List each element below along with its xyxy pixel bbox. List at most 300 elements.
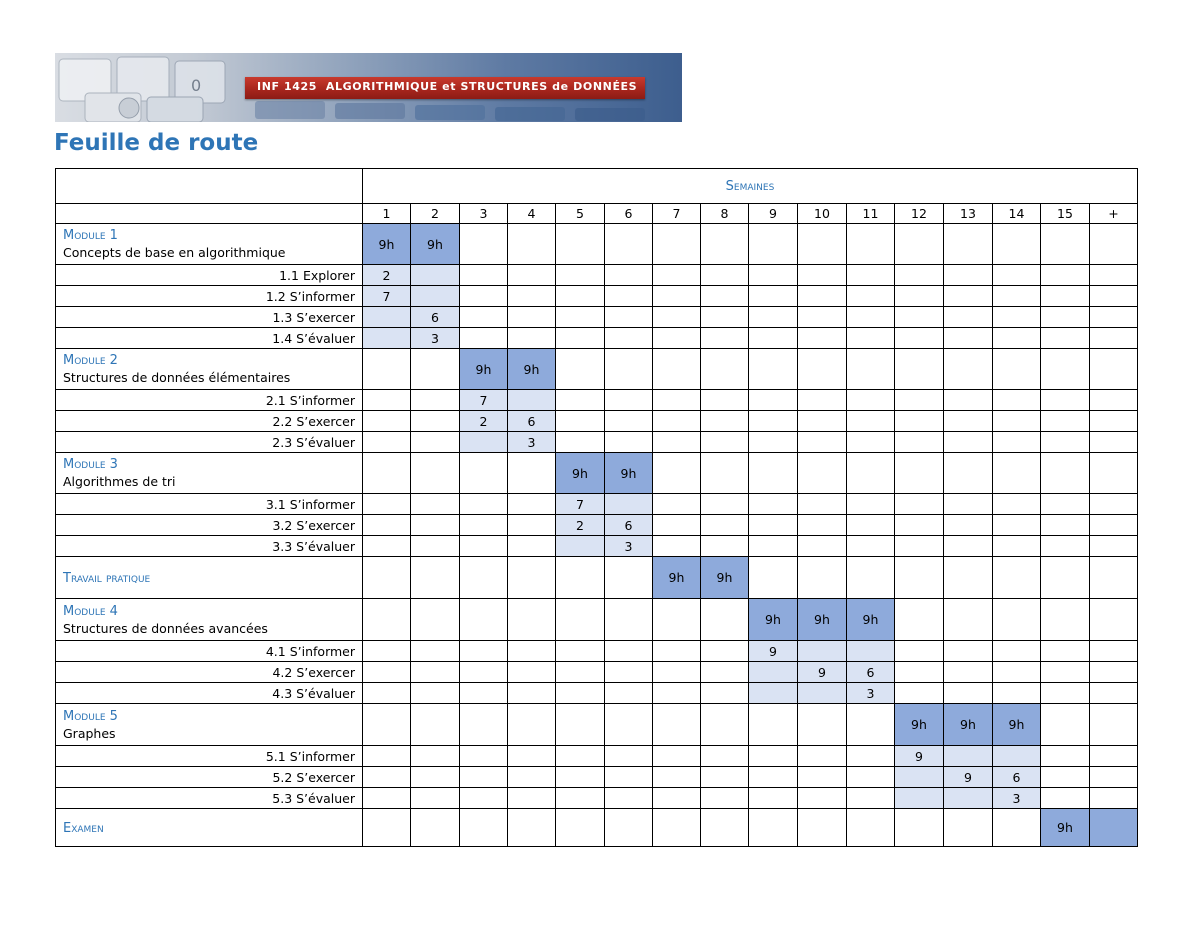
week-cell	[1041, 515, 1090, 536]
week-cell	[508, 746, 556, 767]
page-title: Feuille de route	[54, 130, 259, 156]
week-cell	[653, 788, 701, 809]
week-cell	[798, 432, 847, 453]
week-cell	[363, 494, 411, 515]
week-cell	[1090, 536, 1138, 557]
week-cell	[993, 349, 1041, 390]
roadmap-table	[55, 168, 1138, 847]
activity-hours-cell	[605, 494, 653, 515]
activity-hours-cell	[798, 683, 847, 704]
week-cell	[847, 307, 895, 328]
week-cell	[460, 224, 508, 265]
week-cell	[363, 536, 411, 557]
week-number: 8	[701, 204, 749, 224]
activity-row	[56, 788, 1138, 809]
week-cell	[798, 390, 847, 411]
activity-hours-cell: 6	[508, 411, 556, 432]
week-cell	[701, 515, 749, 536]
week-cell	[508, 307, 556, 328]
activity-label: 3.1 S’informer	[56, 494, 363, 515]
week-cell	[556, 683, 605, 704]
week-number: +	[1090, 204, 1138, 224]
week-cell	[944, 265, 993, 286]
module-hours-cell: 9h	[653, 557, 701, 599]
week-cell	[653, 704, 701, 746]
week-number: 9	[749, 204, 798, 224]
week-cell	[701, 809, 749, 847]
week-cell	[556, 599, 605, 641]
activity-hours-cell: 2	[363, 265, 411, 286]
week-cell	[701, 265, 749, 286]
week-cell	[1041, 307, 1090, 328]
module-hours-cell: 9h	[460, 349, 508, 390]
week-cell	[653, 641, 701, 662]
week-number: 4	[508, 204, 556, 224]
week-cell	[895, 224, 944, 265]
week-cell	[653, 224, 701, 265]
week-cell	[749, 453, 798, 494]
week-cell	[460, 307, 508, 328]
module-row	[56, 349, 1138, 390]
week-cell	[701, 767, 749, 788]
activity-label: 3.3 S’évaluer	[56, 536, 363, 557]
week-cell	[701, 328, 749, 349]
week-cell	[798, 286, 847, 307]
week-cell	[653, 599, 701, 641]
week-cell	[460, 286, 508, 307]
week-cell	[798, 704, 847, 746]
week-cell	[363, 453, 411, 494]
week-cell	[653, 809, 701, 847]
week-cell	[460, 746, 508, 767]
week-cell	[363, 411, 411, 432]
week-cell	[895, 432, 944, 453]
week-cell	[411, 432, 460, 453]
week-cell	[944, 809, 993, 847]
week-cell	[798, 224, 847, 265]
week-cell	[701, 683, 749, 704]
activity-hours-cell: 7	[556, 494, 605, 515]
week-cell	[556, 432, 605, 453]
activity-row	[56, 515, 1138, 536]
week-cell	[411, 662, 460, 683]
activity-row	[56, 683, 1138, 704]
week-cell	[460, 599, 508, 641]
module-name: Module 5	[63, 708, 118, 724]
week-cell	[749, 809, 798, 847]
week-cell	[944, 390, 993, 411]
week-cell	[993, 536, 1041, 557]
week-cell	[1041, 349, 1090, 390]
activity-hours-cell	[895, 788, 944, 809]
week-cell	[363, 788, 411, 809]
week-cell	[605, 390, 653, 411]
week-cell	[701, 453, 749, 494]
activity-hours-cell: 9	[798, 662, 847, 683]
week-cell	[508, 767, 556, 788]
week-cell	[993, 494, 1041, 515]
week-number: 1	[363, 204, 411, 224]
week-cell	[653, 349, 701, 390]
week-cell	[701, 286, 749, 307]
week-cell	[895, 683, 944, 704]
week-cell	[1090, 453, 1138, 494]
week-cell	[508, 494, 556, 515]
week-cell	[411, 704, 460, 746]
module-hours-cell: 9h	[508, 349, 556, 390]
week-cell	[653, 411, 701, 432]
week-cell	[944, 411, 993, 432]
week-cell	[993, 453, 1041, 494]
module-hours-cell: 9h	[749, 599, 798, 641]
week-cell	[411, 536, 460, 557]
activity-hours-cell	[363, 307, 411, 328]
activity-hours-cell	[749, 662, 798, 683]
week-cell	[460, 704, 508, 746]
course-title-strip	[245, 77, 645, 99]
week-cell	[798, 746, 847, 767]
week-cell	[847, 286, 895, 307]
week-cell	[508, 265, 556, 286]
activity-hours-cell	[363, 328, 411, 349]
week-cell	[556, 307, 605, 328]
week-cell	[605, 432, 653, 453]
week-cell	[556, 557, 605, 599]
week-cell	[653, 432, 701, 453]
week-cell	[411, 746, 460, 767]
week-cell	[605, 704, 653, 746]
week-number: 11	[847, 204, 895, 224]
week-cell	[508, 557, 556, 599]
week-cell	[749, 494, 798, 515]
week-cell	[411, 515, 460, 536]
week-cell	[1041, 704, 1090, 746]
week-cell	[1090, 390, 1138, 411]
activity-hours-cell	[460, 432, 508, 453]
section-name: Travail pratique	[63, 570, 151, 586]
week-cell	[847, 746, 895, 767]
week-cell	[460, 662, 508, 683]
course-code: INF 1425	[257, 80, 318, 93]
week-cell	[847, 390, 895, 411]
week-cell	[605, 557, 653, 599]
week-cell	[895, 411, 944, 432]
activity-label: 2.3 S’évaluer	[56, 432, 363, 453]
week-cell	[749, 349, 798, 390]
week-cell	[895, 390, 944, 411]
week-cell	[847, 557, 895, 599]
week-cell	[363, 704, 411, 746]
week-cell	[944, 662, 993, 683]
week-cell	[411, 683, 460, 704]
module-hours-cell: 9h	[556, 453, 605, 494]
activity-label: 1.2 S’informer	[56, 286, 363, 307]
activity-row	[56, 307, 1138, 328]
week-cell	[847, 704, 895, 746]
module-hours-cell: 9h	[605, 453, 653, 494]
week-cell	[508, 286, 556, 307]
week-cell	[556, 390, 605, 411]
week-cell	[944, 224, 993, 265]
module-label	[56, 224, 363, 265]
week-cell	[1090, 683, 1138, 704]
week-cell	[798, 536, 847, 557]
week-cell	[847, 809, 895, 847]
module-hours-cell: 9h	[895, 704, 944, 746]
week-cell	[701, 494, 749, 515]
module-hours-cell: 9h	[944, 704, 993, 746]
week-cell	[653, 536, 701, 557]
week-cell	[460, 683, 508, 704]
week-cell	[993, 286, 1041, 307]
week-cell	[749, 411, 798, 432]
week-cell	[895, 286, 944, 307]
week-cell	[508, 328, 556, 349]
week-cell	[749, 286, 798, 307]
week-cell	[1090, 515, 1138, 536]
week-cell	[653, 746, 701, 767]
module-row	[56, 557, 1138, 599]
week-cell	[363, 599, 411, 641]
activity-hours-cell: 3	[508, 432, 556, 453]
activity-hours-cell	[895, 767, 944, 788]
week-cell	[653, 390, 701, 411]
module-label	[56, 599, 363, 641]
week-cell	[556, 286, 605, 307]
week-cell	[605, 788, 653, 809]
week-cell	[895, 557, 944, 599]
activity-hours-cell	[411, 265, 460, 286]
week-cell	[411, 788, 460, 809]
activity-label: 3.2 S’exercer	[56, 515, 363, 536]
week-cell	[749, 704, 798, 746]
week-cell	[749, 432, 798, 453]
week-cell	[460, 536, 508, 557]
week-cell	[749, 328, 798, 349]
week-cell	[701, 432, 749, 453]
week-cell	[847, 265, 895, 286]
week-cell	[605, 767, 653, 788]
week-cell	[798, 494, 847, 515]
week-cell	[508, 641, 556, 662]
week-cell	[847, 494, 895, 515]
activity-hours-cell: 3	[993, 788, 1041, 809]
week-cell	[944, 453, 993, 494]
week-number: 5	[556, 204, 605, 224]
activity-hours-cell: 7	[363, 286, 411, 307]
week-cell	[411, 494, 460, 515]
week-cell	[847, 515, 895, 536]
week-cell	[411, 767, 460, 788]
activity-label: 2.1 S’informer	[56, 390, 363, 411]
header-corner	[56, 169, 363, 204]
week-cell	[895, 453, 944, 494]
week-cell	[944, 599, 993, 641]
week-cell	[508, 662, 556, 683]
week-cell	[1090, 746, 1138, 767]
week-cell	[460, 557, 508, 599]
activity-hours-cell: 6	[847, 662, 895, 683]
course-banner	[55, 53, 682, 122]
module-name: Module 1	[63, 228, 118, 243]
week-cell	[895, 662, 944, 683]
activity-hours-cell	[944, 788, 993, 809]
week-cell	[1090, 411, 1138, 432]
week-cell	[701, 662, 749, 683]
module-hours-cell: 9h	[411, 224, 460, 265]
week-cell	[1041, 599, 1090, 641]
week-cell	[363, 515, 411, 536]
week-cell	[701, 641, 749, 662]
week-cell	[1041, 328, 1090, 349]
module-hours-cell: 9h	[363, 224, 411, 265]
week-cell	[460, 494, 508, 515]
week-cell	[556, 704, 605, 746]
module-desc: Algorithmes de tri	[63, 474, 176, 489]
module-hours-cell: 9h	[701, 557, 749, 599]
week-cell	[605, 286, 653, 307]
activity-row	[56, 411, 1138, 432]
week-cell	[508, 683, 556, 704]
week-cell	[1090, 641, 1138, 662]
activity-label: 4.2 S’exercer	[56, 662, 363, 683]
week-cell	[460, 328, 508, 349]
week-cell	[508, 515, 556, 536]
week-cell	[993, 307, 1041, 328]
week-cell	[847, 767, 895, 788]
week-cell	[944, 536, 993, 557]
week-cell	[1041, 746, 1090, 767]
week-cell	[993, 265, 1041, 286]
activity-row	[56, 286, 1138, 307]
week-cell	[944, 557, 993, 599]
activity-label: 1.1 Explorer	[56, 265, 363, 286]
activity-row	[56, 494, 1138, 515]
activity-row	[56, 767, 1138, 788]
activity-hours-cell: 6	[605, 515, 653, 536]
week-cell	[798, 349, 847, 390]
module-desc: Structures de données élémentaires	[63, 370, 291, 385]
header-row	[56, 169, 1138, 204]
week-cell	[363, 662, 411, 683]
week-cell	[993, 432, 1041, 453]
week-cell	[363, 683, 411, 704]
week-cell	[605, 683, 653, 704]
module-label	[56, 349, 363, 390]
week-cell	[895, 641, 944, 662]
week-cell	[749, 746, 798, 767]
week-number: 13	[944, 204, 993, 224]
activity-hours-cell	[411, 286, 460, 307]
week-cell	[701, 599, 749, 641]
module-row	[56, 599, 1138, 641]
week-number: 15	[1041, 204, 1090, 224]
week-cell	[1090, 767, 1138, 788]
activity-row	[56, 265, 1138, 286]
svg-text:0: 0	[191, 76, 202, 95]
week-cell	[701, 704, 749, 746]
week-cell	[460, 453, 508, 494]
week-cell	[993, 809, 1041, 847]
week-cell	[605, 411, 653, 432]
week-cell	[1041, 265, 1090, 286]
week-cell	[605, 809, 653, 847]
activity-hours-cell	[556, 536, 605, 557]
module-row	[56, 809, 1138, 847]
week-cell	[895, 328, 944, 349]
week-cell	[701, 307, 749, 328]
week-cell	[847, 224, 895, 265]
week-cell	[411, 349, 460, 390]
week-cell	[605, 746, 653, 767]
activity-label: 1.3 S’exercer	[56, 307, 363, 328]
week-cell	[653, 767, 701, 788]
week-cell	[556, 265, 605, 286]
week-cell	[993, 641, 1041, 662]
week-cell	[798, 515, 847, 536]
week-cell	[508, 788, 556, 809]
week-cell	[847, 349, 895, 390]
week-cell	[508, 224, 556, 265]
week-cell	[1090, 788, 1138, 809]
week-cell	[993, 390, 1041, 411]
week-cell	[460, 641, 508, 662]
week-cell	[895, 349, 944, 390]
module-row	[56, 453, 1138, 494]
week-cell	[895, 494, 944, 515]
week-cell	[701, 349, 749, 390]
week-cell	[1090, 265, 1138, 286]
week-cell	[363, 641, 411, 662]
week-number: 7	[653, 204, 701, 224]
module-hours-cell	[1090, 809, 1138, 847]
week-cell	[798, 411, 847, 432]
week-number: 10	[798, 204, 847, 224]
week-cell	[944, 515, 993, 536]
week-cell	[701, 411, 749, 432]
week-cell	[1041, 767, 1090, 788]
week-cell	[944, 307, 993, 328]
week-cell	[605, 641, 653, 662]
activity-hours-cell	[847, 641, 895, 662]
week-cell	[847, 788, 895, 809]
week-cell	[895, 307, 944, 328]
week-cell	[1041, 432, 1090, 453]
week-cell	[1090, 328, 1138, 349]
activity-label: 1.4 S’évaluer	[56, 328, 363, 349]
week-cell	[993, 224, 1041, 265]
activity-row	[56, 746, 1138, 767]
week-cell	[798, 788, 847, 809]
week-cell	[749, 536, 798, 557]
activity-row	[56, 328, 1138, 349]
module-row	[56, 224, 1138, 265]
activity-label: 5.3 S’évaluer	[56, 788, 363, 809]
week-cell	[1041, 390, 1090, 411]
week-cell	[653, 453, 701, 494]
module-desc: Graphes	[63, 725, 116, 741]
week-cell	[1090, 704, 1138, 746]
week-cell	[363, 557, 411, 599]
activity-label: 2.2 S’exercer	[56, 411, 363, 432]
week-cell	[460, 515, 508, 536]
week-cell	[1090, 432, 1138, 453]
week-cell	[895, 536, 944, 557]
week-cell	[798, 453, 847, 494]
week-cell	[993, 411, 1041, 432]
activity-row	[56, 390, 1138, 411]
module-label	[56, 453, 363, 494]
